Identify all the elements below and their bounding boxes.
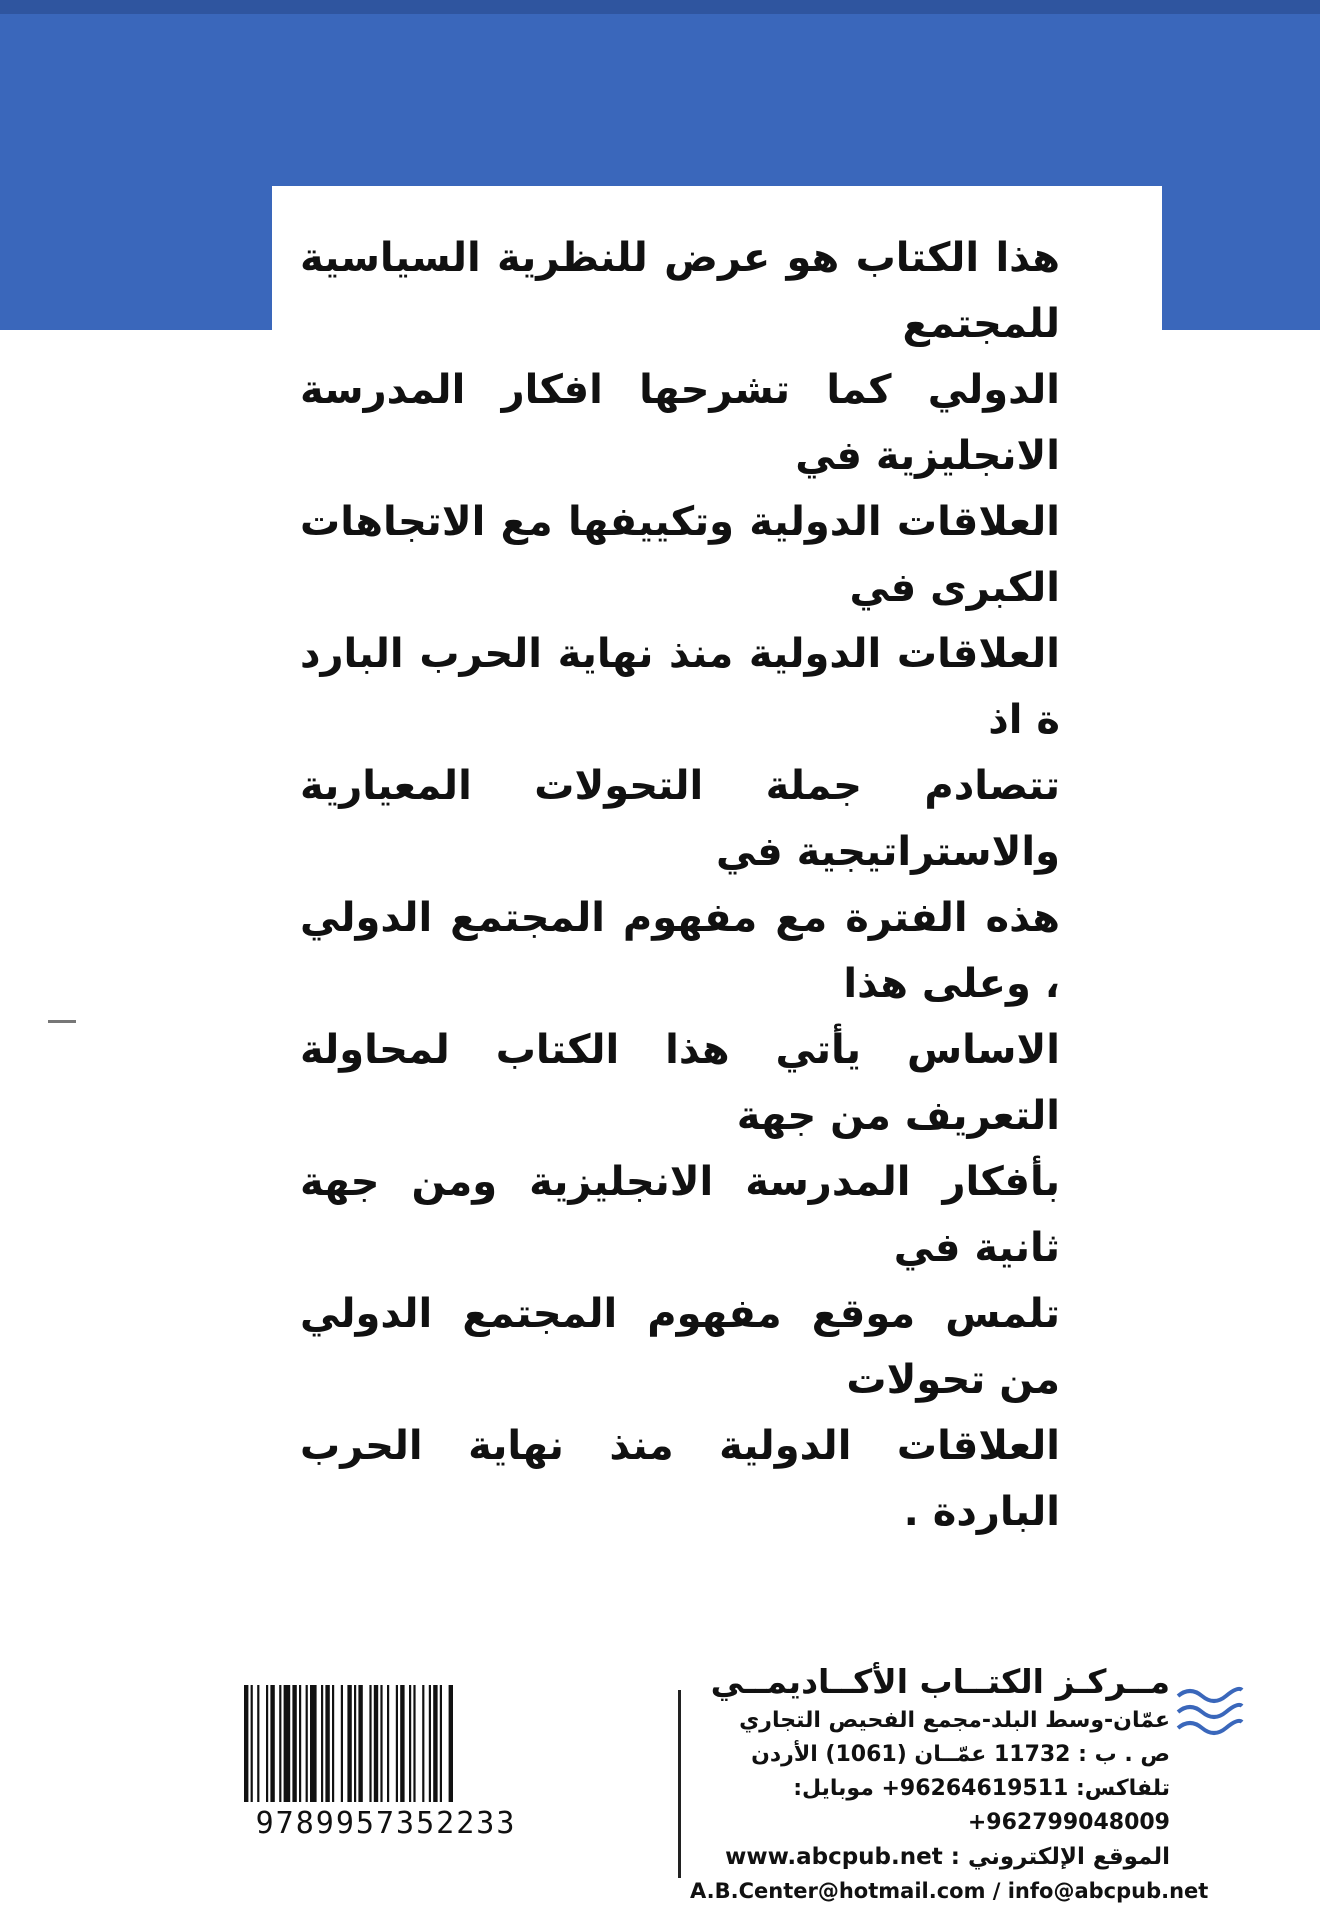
edge-mark bbox=[48, 1020, 76, 1023]
publisher-po-box: ص . ب : 11732 عمّــان (1061) الأردن bbox=[751, 1742, 1170, 1767]
publisher-name: مــركـز الكتــاب الأكــاديمــي bbox=[710, 1662, 1170, 1701]
website-label: الموقع الإلكتروني : bbox=[950, 1844, 1170, 1870]
book-description bbox=[300, 225, 1060, 1545]
description-line: العلاقات الدولية منذ نهاية الحرب البارد ة اذ bbox=[300, 631, 1060, 743]
info-divider bbox=[678, 1690, 681, 1878]
cover-top-edge bbox=[0, 0, 1320, 14]
isbn-number: 9789957352233 bbox=[255, 1806, 517, 1841]
description-line: العلاقات الدولية منذ نهاية الحرب الباردة . bbox=[300, 1423, 1060, 1535]
isbn-barcode bbox=[240, 1685, 532, 1802]
website-url: www.abcpub.net bbox=[725, 1844, 943, 1870]
publisher-website-row bbox=[690, 1840, 1170, 1874]
description-line: الدولي كما تشرحها افكار المدرسة الانجليزية في bbox=[300, 367, 1060, 479]
publisher-phones: تلفاكس: 96264619511+ موبايل: 962799048009+ bbox=[793, 1776, 1170, 1835]
description-line: بأفكار المدرسة الانجليزية ومن جهة ثانية في bbox=[300, 1159, 1060, 1271]
description-line: العلاقات الدولية وتكييفها مع الاتجاهات الكبرى في bbox=[300, 499, 1060, 611]
publisher-emails: A.B.Center@hotmail.com / info@abcpub.net bbox=[690, 1879, 1209, 1903]
description-line: هذا الكتاب هو عرض للنظرية السياسية للمجتمع bbox=[300, 235, 1060, 347]
publisher-info bbox=[690, 1660, 1209, 1908]
description-line: هذه الفترة مع مفهوم المجتمع الدولي ، وعلى هذا bbox=[300, 895, 1060, 1007]
waves-logo-icon bbox=[1172, 1666, 1244, 1756]
description-line: تلمس موقع مفهوم المجتمع الدولي من تحولات bbox=[300, 1291, 1060, 1403]
description-line: الاساس يأتي هذا الكتاب لمحاولة التعريف من جهة bbox=[300, 1027, 1060, 1139]
publisher-address: عمّان-وسط البلد-مجمع الفحيص التجاري bbox=[739, 1708, 1170, 1733]
description-line: تتصادم جملة التحولات المعيارية والاستراتيجية في bbox=[300, 763, 1060, 875]
